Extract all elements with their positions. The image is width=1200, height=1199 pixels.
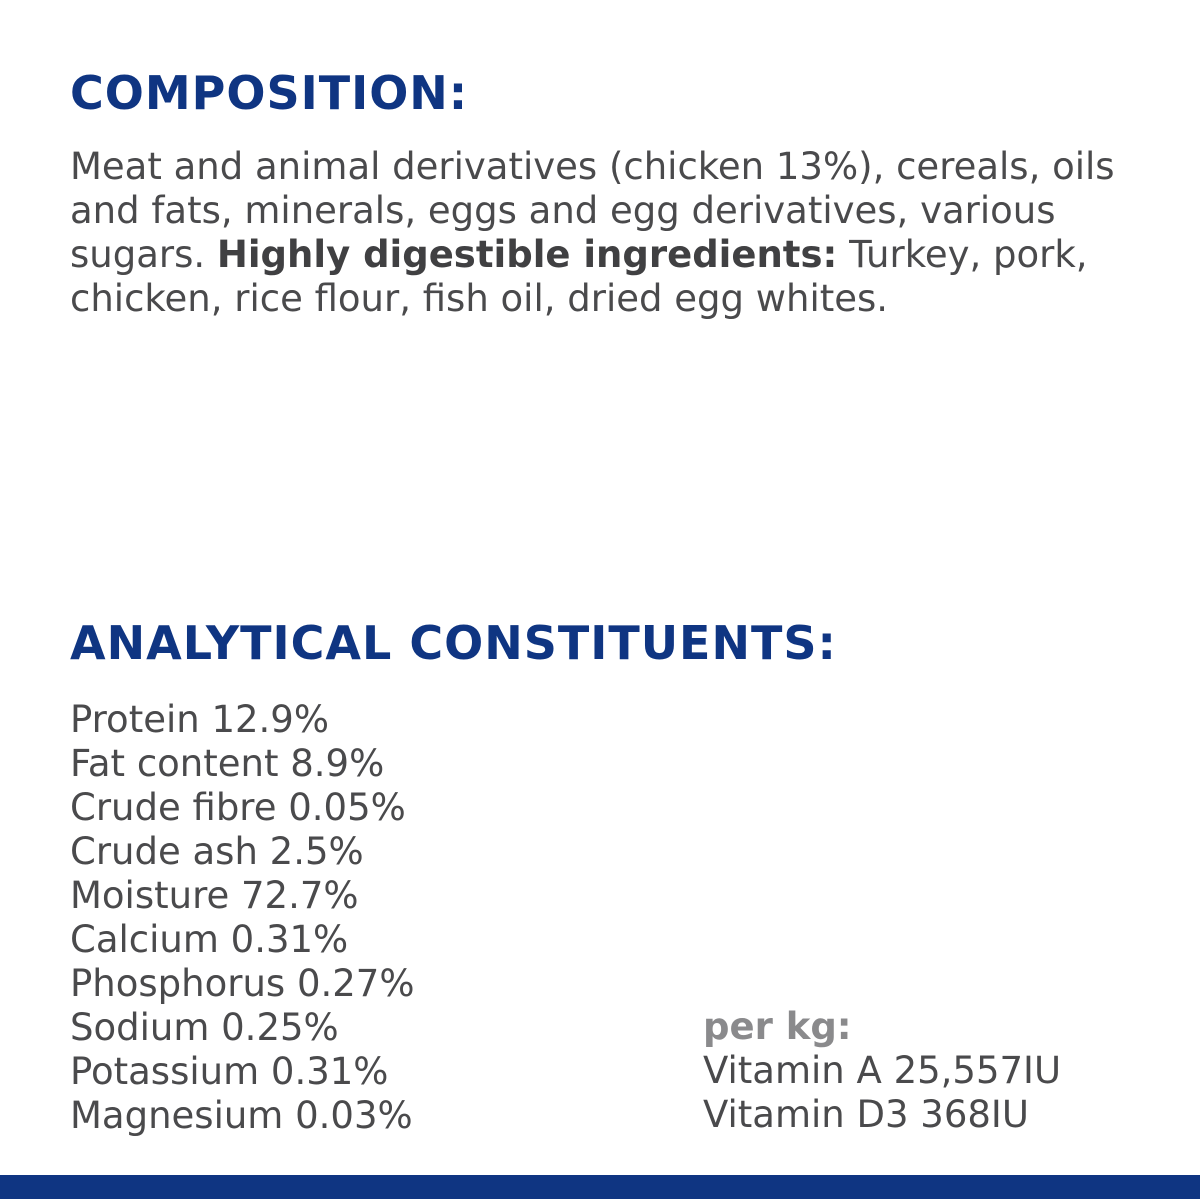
vitamin-a: Vitamin A 25,557IU — [703, 1049, 1062, 1092]
per-kg-section — [703, 1005, 1061, 1137]
analytical-constituents-heading: ANALYTICAL CONSTITUENTS: — [70, 616, 837, 670]
constituent-potassium: Potassium 0.31% — [70, 1050, 389, 1093]
highly-digestible-ingredients: Turkey, pork, chicken, rice flour, fish oil, dried egg whites. — [70, 233, 1088, 320]
constituent-crude-ash: Crude ash 2.5% — [70, 830, 364, 873]
constituent-moisture: Moisture 72.7% — [70, 874, 359, 917]
bottom-bar — [0, 1175, 1200, 1199]
constituent-protein: Protein 12.9% — [70, 698, 329, 741]
per-kg-title: per kg: — [703, 1005, 852, 1048]
constituent-fat-content: Fat content 8.9% — [70, 742, 385, 785]
composition-intro: Meat and animal derivatives (chicken 13%), cereals, oils and fats, minerals, eggs and egg derivatives, various sugars. — [70, 145, 1115, 276]
constituent-calcium: Calcium 0.31% — [70, 918, 349, 961]
constituent-phosphorus: Phosphorus 0.27% — [70, 962, 415, 1005]
analytical-constituents-list — [70, 698, 415, 1138]
composition-heading: COMPOSITION: — [70, 66, 469, 120]
highly-digestible-label: Highly digestible ingredients: — [216, 233, 838, 276]
constituent-magnesium: Magnesium 0.03% — [70, 1094, 413, 1137]
composition-text — [70, 145, 1160, 321]
vitamin-d3: Vitamin D3 368IU — [703, 1093, 1029, 1136]
constituent-sodium: Sodium 0.25% — [70, 1006, 339, 1049]
per-kg-list — [703, 1049, 1061, 1137]
constituent-crude-fibre: Crude fibre 0.05% — [70, 786, 406, 829]
